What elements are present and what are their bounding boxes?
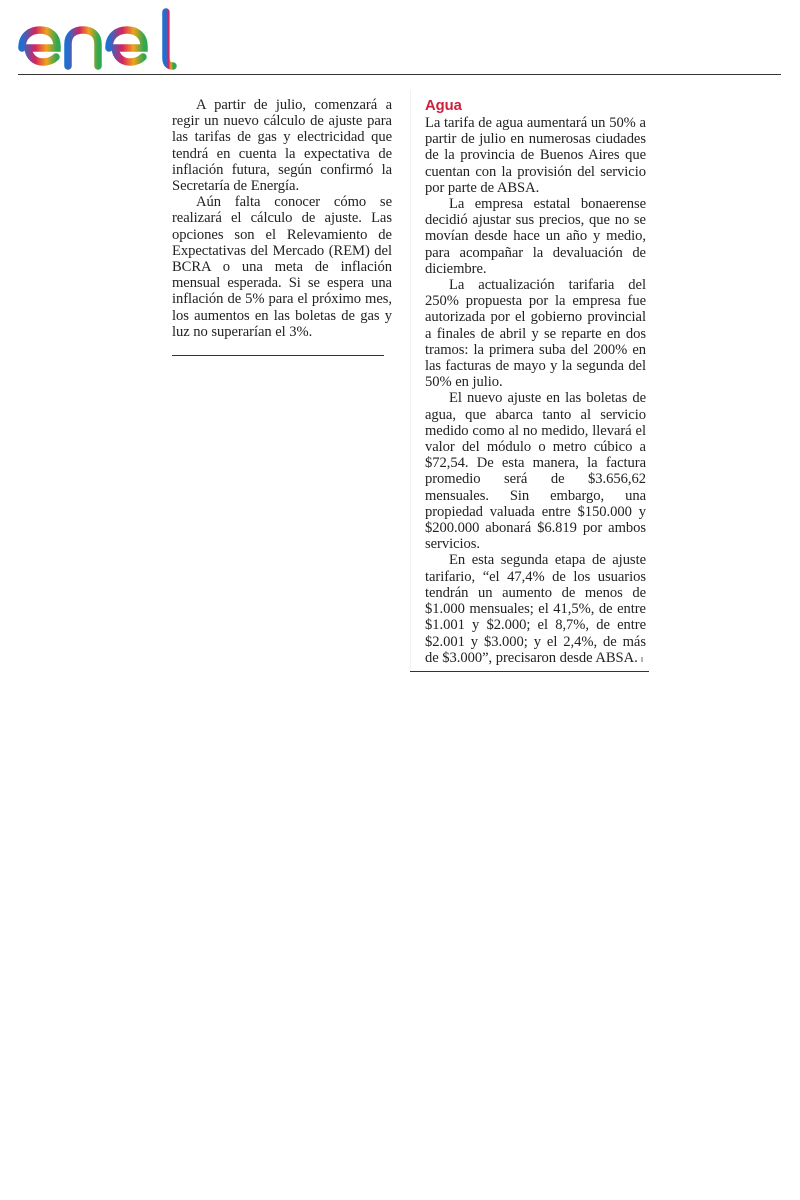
right-column-end-rule bbox=[410, 671, 649, 672]
right-paragraph-last bbox=[425, 552, 646, 666]
header-divider bbox=[18, 74, 781, 75]
right-paragraph: La tarifa de agua aumentará un 50% a partir de julio en numerosas ciudades de la provincia de Buenos Aires que cuentan con la provisión del servicio por parte de ABSA. bbox=[425, 115, 646, 196]
left-paragraph: Aún falta conocer cómo se realizará el cálculo de ajuste. Las opciones son el Relevamiento de Expectativas del Mercado (REM) del BCRA o una meta de inflación mensual esperada. Si se espera una inflación de 5% para el próximo mes, los aumentos en las boletas de gas y luz no superarían el 3%. bbox=[172, 194, 392, 340]
left-column-end-rule bbox=[172, 355, 384, 356]
right-paragraph-text: En esta segunda etapa de ajuste tarifario, “el 47,4% de los usuarios tendrán un aumento de menos de $1.000 mensuales; el 41,5%, de entre $1.001 y $2.000; el 8,7%, de entre $2.001 y $3.000; y el 2,4%, de más de $3.000”, precisaron desde ABSA. bbox=[425, 552, 646, 666]
section-heading-agua: Agua bbox=[425, 98, 462, 114]
enel-logo bbox=[16, 8, 180, 70]
right-paragraph: El nuevo ajuste en las boletas de agua, que abarca tanto al servicio medido como al no medido, llevará el valor del módulo o metro cúbico a $72,54. De esta manera, la factura promedio será de $3.656,62 mensuales. Sin embargo, una propiedad valuada entre $150.000 y $200.000 abonará $6.819 por ambos servicios. bbox=[425, 390, 646, 553]
article-right-column bbox=[425, 98, 646, 667]
page-header bbox=[0, 0, 800, 76]
right-paragraph: La empresa estatal bonaerense decidió ajustar sus precios, que no se movían desde hace un año y medio, para acompañar la devaluación de diciembre. bbox=[425, 196, 646, 277]
left-paragraph: A partir de julio, comenzará a regir un nuevo cálculo de ajuste para las tarifas de gas y electricidad que tendrá en cuenta la expectativa de inflación futura, según confirmó la Secretaría de Energía. bbox=[172, 97, 392, 195]
article-left-column bbox=[172, 97, 392, 340]
article-end-mark: ı bbox=[640, 653, 644, 664]
column-divider bbox=[410, 90, 411, 670]
right-paragraph: La actualización tarifaria del 250% propuesta por la empresa fue autorizada por el gobierno provincial a finales de abril y se reparte en dos tramos: la primera suba del 200% en las facturas de mayo y la segunda del 50% en julio. bbox=[425, 277, 646, 391]
